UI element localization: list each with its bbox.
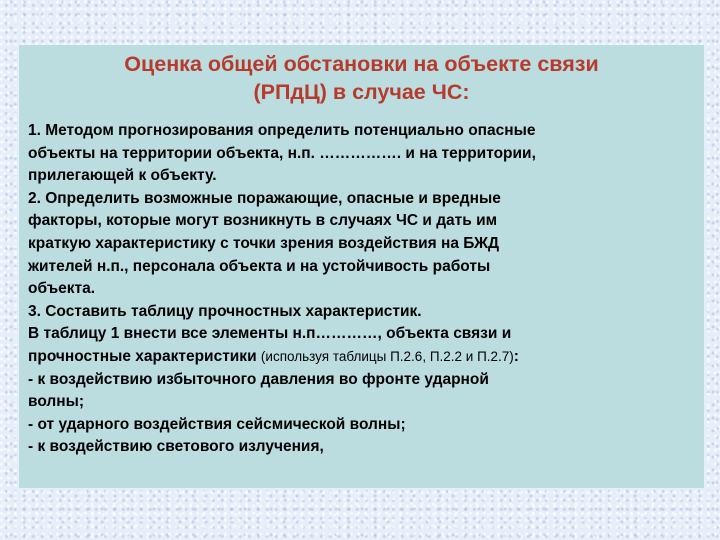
body-line-main: прочностные характеристики (28, 347, 261, 365)
body-line: - от ударного воздействия сейсмической волны; (28, 415, 406, 433)
body-line: 1. Методом прогнозирования определить потенциально опасные (28, 122, 536, 139)
body-line: прилегающей к объекту. (28, 167, 217, 185)
body-line: объекта. (28, 280, 96, 298)
body-line: 2. Определить возможные поражающие, опасные и вредные (28, 189, 501, 207)
table-reference-note: (используя таблицы П.2.6, П.2.2 и П.2.7) (260, 348, 514, 364)
body-line: 3. Составить таблицу прочностных характеристик. (28, 302, 422, 320)
slide-title (19, 50, 704, 106)
slide-body-text (19, 120, 704, 459)
slide-title-line-2: (РПдЦ) в случае ЧС: (253, 80, 470, 104)
body-line: жителей н.п., персонала объекта и на устойчивость работы (28, 257, 491, 275)
body-line: краткую характеристику с точки зрения воздействия на БЖД (28, 234, 500, 252)
body-line: факторы, которые могут возникнуть в случаях ЧС и дать им (28, 212, 498, 230)
body-line: - к воздействию светового излучения, (28, 438, 324, 456)
body-line-with-note (28, 346, 698, 369)
slide-title-line-1: Оценка общей обстановки на объекте связи (124, 52, 599, 76)
body-line: В таблицу 1 внести все элементы н.п…………, объекта связи и (28, 325, 512, 343)
body-line: - к воздействию избыточного давления во фронте ударной (28, 370, 489, 388)
body-line-end: : (513, 347, 519, 365)
body-line: объекты на территории объекта, н.п. ……………. и на территории, (28, 144, 536, 162)
body-line: волны; (28, 393, 85, 411)
slide-content-panel (19, 45, 704, 488)
